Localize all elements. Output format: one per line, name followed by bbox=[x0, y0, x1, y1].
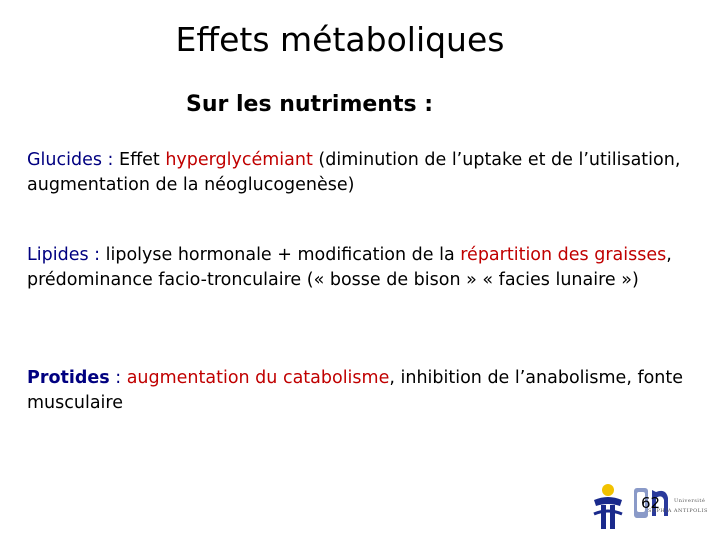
protides-colon: : bbox=[109, 368, 127, 388]
lipides-text-1: lipolyse hormonale + modification de la bbox=[105, 245, 461, 265]
lipides-highlight: répartition des graisses bbox=[460, 245, 667, 265]
protides-label: Protides bbox=[27, 368, 110, 388]
slide-subtitle: Sur les nutriments : bbox=[186, 92, 434, 117]
glucides-label: Glucides : bbox=[27, 150, 120, 170]
logo-text-sophia: SOPHIA ANTIPOLIS bbox=[648, 508, 708, 514]
lipides-text-2: , prédominance facio-tronculaire (« bosse de bison » « facies lunaire ») bbox=[27, 245, 672, 290]
glucides-highlight: hyperglycémiant bbox=[165, 150, 313, 170]
glucides-text-2: (diminution de l’uptake et de l’utilisation, augmentation de la néoglucogenèse) bbox=[27, 150, 681, 195]
protides-text-2: , inhibition de l’anabolisme, fonte musculaire bbox=[27, 368, 684, 413]
glucides-paragraph bbox=[27, 148, 687, 198]
glucides-text-1: Effet bbox=[119, 150, 166, 170]
lipides-paragraph bbox=[27, 243, 687, 293]
page-number: 62 bbox=[641, 494, 661, 512]
protides-paragraph bbox=[27, 366, 687, 416]
logo-text-university: Université bbox=[674, 498, 706, 504]
slide-title: Effets métaboliques bbox=[175, 20, 505, 59]
protides-highlight: augmentation du catabolisme bbox=[126, 368, 390, 388]
lipides-label: Lipides : bbox=[27, 245, 106, 265]
